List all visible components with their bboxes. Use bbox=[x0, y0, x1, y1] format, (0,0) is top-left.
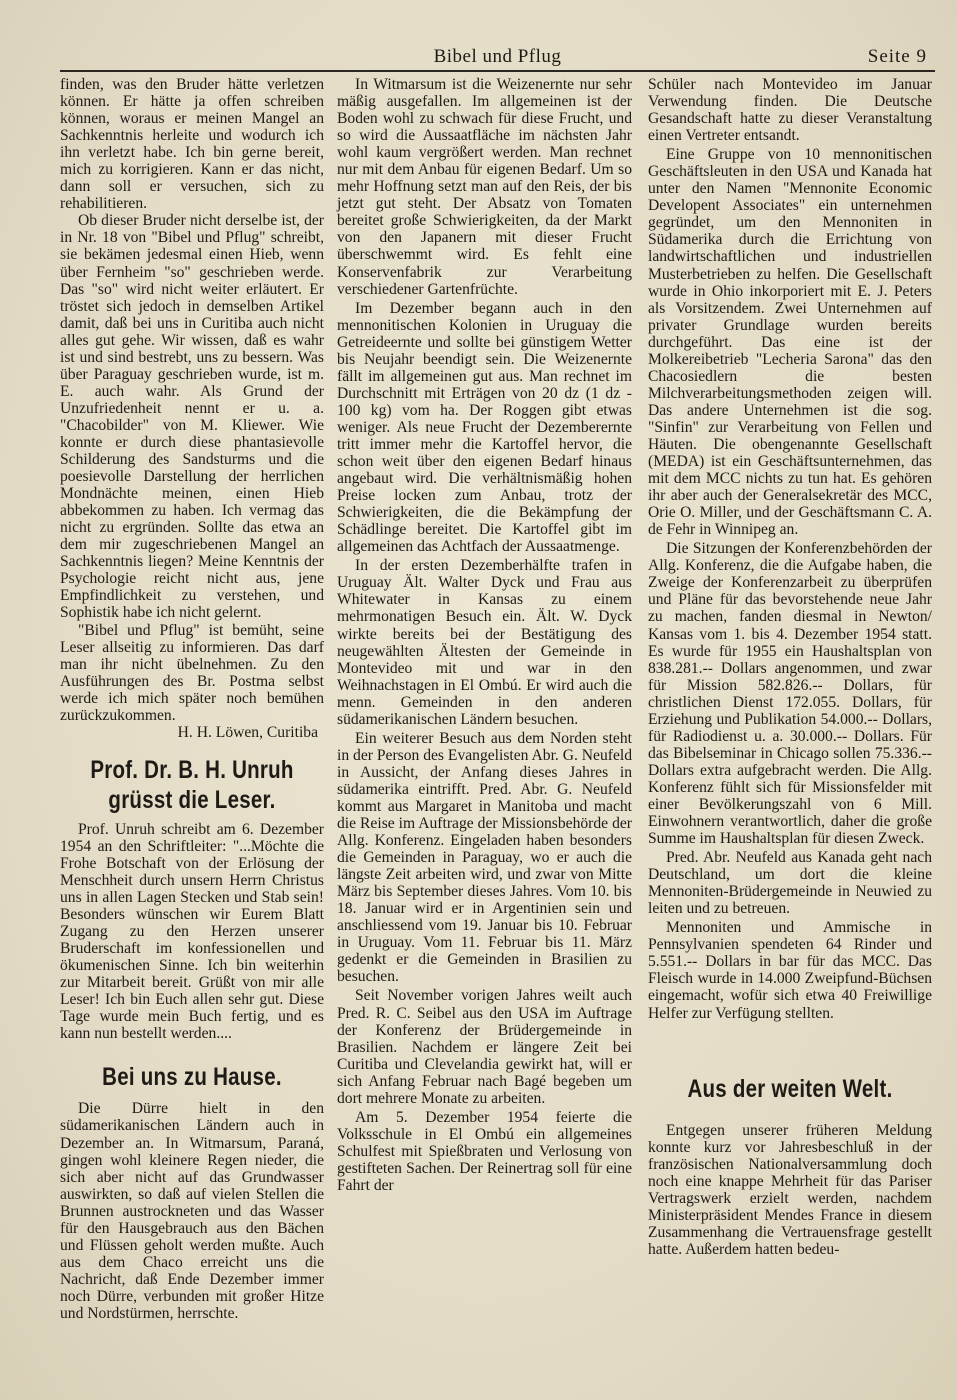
article-paragraph: "Bibel und Pflug" ist bemüht, seine Leser allseitig zu informieren. Das darf man ihr nicht übelnehmen. Zu den Ausführungen des Br. Postma selbst werde ich mich später noch bemühen zurückzukommen. bbox=[60, 621, 324, 724]
headline-world: Aus der weiten Welt. bbox=[687, 1074, 893, 1103]
column-middle bbox=[337, 76, 632, 1194]
article-paragraph: Die Sitzungen der Konferenzbehörden der Allg. Konferenz, die die Aufgabe haben, die Zweige der Konferenzarbeit zu überprüfen und Pläne für das bevorstehende neue Jahr zu machen, fanden diesmal in Newton/ Kansas vom 1. bis 4. Dezember 1954 statt. Es wurde für 1955 ein Haushaltsplan von 838.281.-- Dollars angenommen, und zwar für Mission 582.826.-- Dollars, für christlichen Dienst 172.055. Dollars, für Erziehung und Publikation 54.000.-- Dollars, für Radiodienst u. a. 30.000.-- Dollars. Für das Bibelseminar in Chicago sollen 75.336.-- Dollars extra aufgebracht werden. Die Allg. Konferenz fühlt sich für Missionsfelder mit einer Bevölkerungszahl von 6 Mill. Einwohnern verantwortlich, daher die große Summe im Haushaltsplan für diesen Zweck. bbox=[648, 540, 932, 848]
article-paragraph: Seit November vorigen Jahres weilt auch Pred. R. C. Seibel aus den USA im Auftrage der Konferenz der Brüdergemeinde in Brasilien. Nachdem er längere Zeit bei Curitiba und Clevelandia gewirkt hat, will er sich Anfang Februar nach Bagé begeben um dort mehrere Monate zu arbeiten. bbox=[337, 987, 632, 1107]
article-paragraph: Mennoniten und Ammische in Pennsylvanien spendeten 64 Rinder und 5.551.-- Dollars in bar für das MCC. Das Fleisch wurde in 14.000 Zweipfund-Büchsen eingemacht, wofür sich etwa 40 Freiwillige Helfer zur Verfügung stellten. bbox=[648, 919, 932, 1022]
headline-home: Bei uns zu Hause. bbox=[102, 1063, 282, 1092]
article-paragraph: Die Dürre hielt in den südamerikanischen Ländern auch in Dezember an. In Witmarsum, Paraná, gingen wohl kleinere Regen nieder, die sich aber nicht auf das Grundwasser auswirkten, so daß auf vielen Stellen die Brunnen austrockneten und das Wasser für den Hausgebrauch aus den Bächen und Flüssen geholt werden mußte. Auch aus dem Chaco erreicht uns die Nachricht, daß Ende Dezember immer noch Dürre, verbunden mit großer Hitze und Nordstürmen, herrschte. bbox=[60, 1100, 324, 1322]
page-header bbox=[60, 44, 935, 72]
headline-unruh: Prof. Dr. B. H. Unruh grüsst die Leser. bbox=[90, 755, 294, 814]
article-paragraph: Am 5. Dezember 1954 feierte die Volksschule in El Ombú ein allgemeines Schulfest mit Spießbraten und Verlosung von gestifteten Sachen. Der Reinertrag soll für eine Fahrt der bbox=[337, 1108, 632, 1194]
article-paragraph: Pred. Abr. Neufeld aus Kanada geht nach Deutschland, um dort die kleine Mennoniten-Brüdergemeinde in Neuwied zu leiten und zu betreuen. bbox=[648, 849, 932, 918]
column-right bbox=[648, 76, 932, 1258]
article-paragraph: Schüler nach Montevideo im Januar Verwendung finden. Die Deutsche Gesandschaft hatte zu dieser Veranstaltung einen Vertreter entsandt. bbox=[648, 76, 932, 145]
article-paragraph: finden, was den Bruder hätte verletzen können. Er hätte ja offen schreiben können, woraus er meinen Mangel an Sachkenntnis herleite und wodurch ich ihn verletzt habe. Ich bin gerne bereit, mich zu korrigieren. Kann er das nicht, dann soll er versuchen, sich zu rehabilitieren. bbox=[60, 76, 324, 213]
article-paragraph: Eine Gruppe von 10 mennonitischen Geschäftsleuten in den USA und Kanada hat unter den Namen "Mennonite Economic Developent Associates" ein unternehmen gegründet, um den Mennoniten in Südamerika durch die Errichtung von landwirtschaftlichen und industriellen Musterbetrieben zu helfen. Die Gesellschaft wurde in Ohio inkorporiert mit E. J. Peters als Vorsitzendem. Zwei Unternehmen auf privater Grundlage wurden bereits durchgeführt. Das eine ist der Molkereibetrieb "Lecheria Sarona" das den Chacosiedlern die besten Milchverarbeitungsmethoden zeigen will. Das andere Unternehmen ist die sog. "Sinfin" zur Verarbeitung von Fellen und Häuten. Die obengenannte Gesellschaft (MEDA) ist ein Geschäftsunternehmen, das mit dem MCC nichts zu tun hat. Es gehören ihr aber auch der Generalsekretär des MCC, Orie O. Miller, und der Geschäftsmann C. A. de Fehr in Winnipeg an. bbox=[648, 146, 932, 539]
article-paragraph: In Witmarsum ist die Weizenernte nur sehr mäßig ausgefallen. Im allgemeinen ist der Boden wohl zu schwach für diese Frucht, und so wird die Aussaatfläche im nächsten Jahr wohl kaum vergrößert werden. Man rechnet nur mit dem Anbau für eigenen Bedarf. Um so mehr Hoffnung setzt man auf den Reis, der bis jetzt gut steht. Der Absatz von Tomaten bereitet große Schwierigkeiten, da der Markt von den Japanern mit dieser Frucht überschwemmt wird. Es fehlt eine Konservenfabrik zur Verarbeitung verschiedener Gartenfrüchte. bbox=[337, 76, 632, 298]
page-number: Seite 9 bbox=[867, 46, 927, 67]
publication-title: Bibel und Pflug bbox=[433, 46, 562, 67]
author-signature: H. H. Löwen, Curitiba bbox=[177, 723, 318, 741]
column-left bbox=[60, 76, 324, 1322]
article-paragraph: Ein weiterer Besuch aus dem Norden steht in der Person des Evangelisten Abr. G. Neufeld in Aussicht, der Anfang dieses Jahres in südamerika eintrifft. Pred. Abr. G. Neufeld kommt aus Margaret in Manitoba und macht die Reise im Auftrage der Missionsbehörde der Allg. Konferenz. Eingeladen haben besonders die Gemeinden in Paraguay, wo er auch die längste Zeit arbeiten wird, und zwar von Mitte März bis September dieses Jahres. Vom 10. bis 18. Januar wird er in Argentinien sein und anschliessend vom 19. Januar bis 10. Februar in Uruguay. Vom 11. Februar bis 11. März gedenkt er die Gemeinden in Brasilien zu besuchen. bbox=[337, 729, 632, 986]
article-paragraph: Prof. Unruh schreibt am 6. Dezember 1954 an den Schriftleiter: "...Möchte die Frohe Botschaft von der Erlösung der Menschheit durch unsern Herrn Christus uns in allen Lagen Stecken und Stab sein! Besonders wünschen wir Eurem Blatt Zugang zu den Herzen unserer Bruderschaft im konfessionellen und ökumenischen Sinne. Ich bin weiterhin zur Mitarbeit bereit. Grüßt von mir alle Leser! Ich bin Euch allen sehr gut. Diese Tage wurde mein Buch fertig, und es kann nun bestellt werden.... bbox=[60, 820, 324, 1043]
article-paragraph: Entgegen unserer früheren Meldung konnte kurz vor Jahresbeschluß in der französischen Nationalversammlung doch noch eine knappe Mehrheit für das Pariser Vertragswerk erzielt werden, nachdem Ministerpräsident Mendes France in diesem Zusammenhang die Vertrauensfrage gestellt hatte. Außerdem hatten bedeu- bbox=[648, 1121, 932, 1258]
article-paragraph: Ob dieser Bruder nicht derselbe ist, der in Nr. 18 von "Bibel und Pflug" schreibt, sie bekämen jedesmal einen Hieb, wenn über Fernheim "so" geschrieben werde. Das "so" wird nicht weiter erläutert. Er tröstet sich jedoch in demselben Artikel damit, daß bei uns in Curitiba auch nicht alles gut gehe. Wir wissen, daß es wahr ist und sind bestrebt, uns zu bessern. Was über Paraguay geschrieben wurde, ist m. E. auch wahr. Als Grund der Unzufriedenheit nennt er u. a. "Chacobilder" von M. Kliewer. Wie konnte er durch diese phantasievolle Schilderung des Sandsturms und die poesievolle Darstellung der herrlichen Mondnächte meinen, einen Hieb abbekommen zu haben. Ich vermag das nicht zu ergründen. Sollte das etwa an dem mir zugeschriebenen Mangel an Sachkenntnis liegen? Meine Kenntnis der Psychologie reicht nicht aus, jene Empfindlichkeit zu verstehen, und Sophistik habe ich nicht gelernt. bbox=[60, 212, 324, 622]
article-paragraph: Im Dezember begann auch in den mennonitischen Kolonien in Uruguay die Getreideernte und sollte bei günstigem Wetter bis Neujahr beendigt sein. Die Weizenernte fällt im allgemeinen gut aus. Man rechnet im Durchschnitt mit Erträgen von 20 dz (1 dz - 100 kg) vom ha. Der Roggen gibt etwas weniger. Als neue Frucht der Dezemberernte tritt immer mehr die Kartoffel hervor, die schon weit über den eigenen Bedarf hinaus angebaut wird. Die verhältnismäßig hohen Preise locken zum Anbau, trotz der Schwierigkeiten, die die Bekämpfung der Schädlinge bereitet. Die Kartoffel gibt im allgemeinen das Achtfach der Aussaatmenge. bbox=[337, 299, 632, 556]
article-paragraph: In der ersten Dezemberhälfte trafen in Uruguay Ält. Walter Dyck und Frau aus Whitewater in Kansas zu einem mehrmonatigen Besuch ein. Ält. W. Dyck wirkte bereits bei der Bestätigung des neugewählten Ältesten der Gemeinde in Montevideo mit und war in den Weihnachstagen in El Ombú. Er wird auch die menn. Gemeinden in den anderen südamerikanischen Ländern besuchen. bbox=[337, 557, 632, 728]
